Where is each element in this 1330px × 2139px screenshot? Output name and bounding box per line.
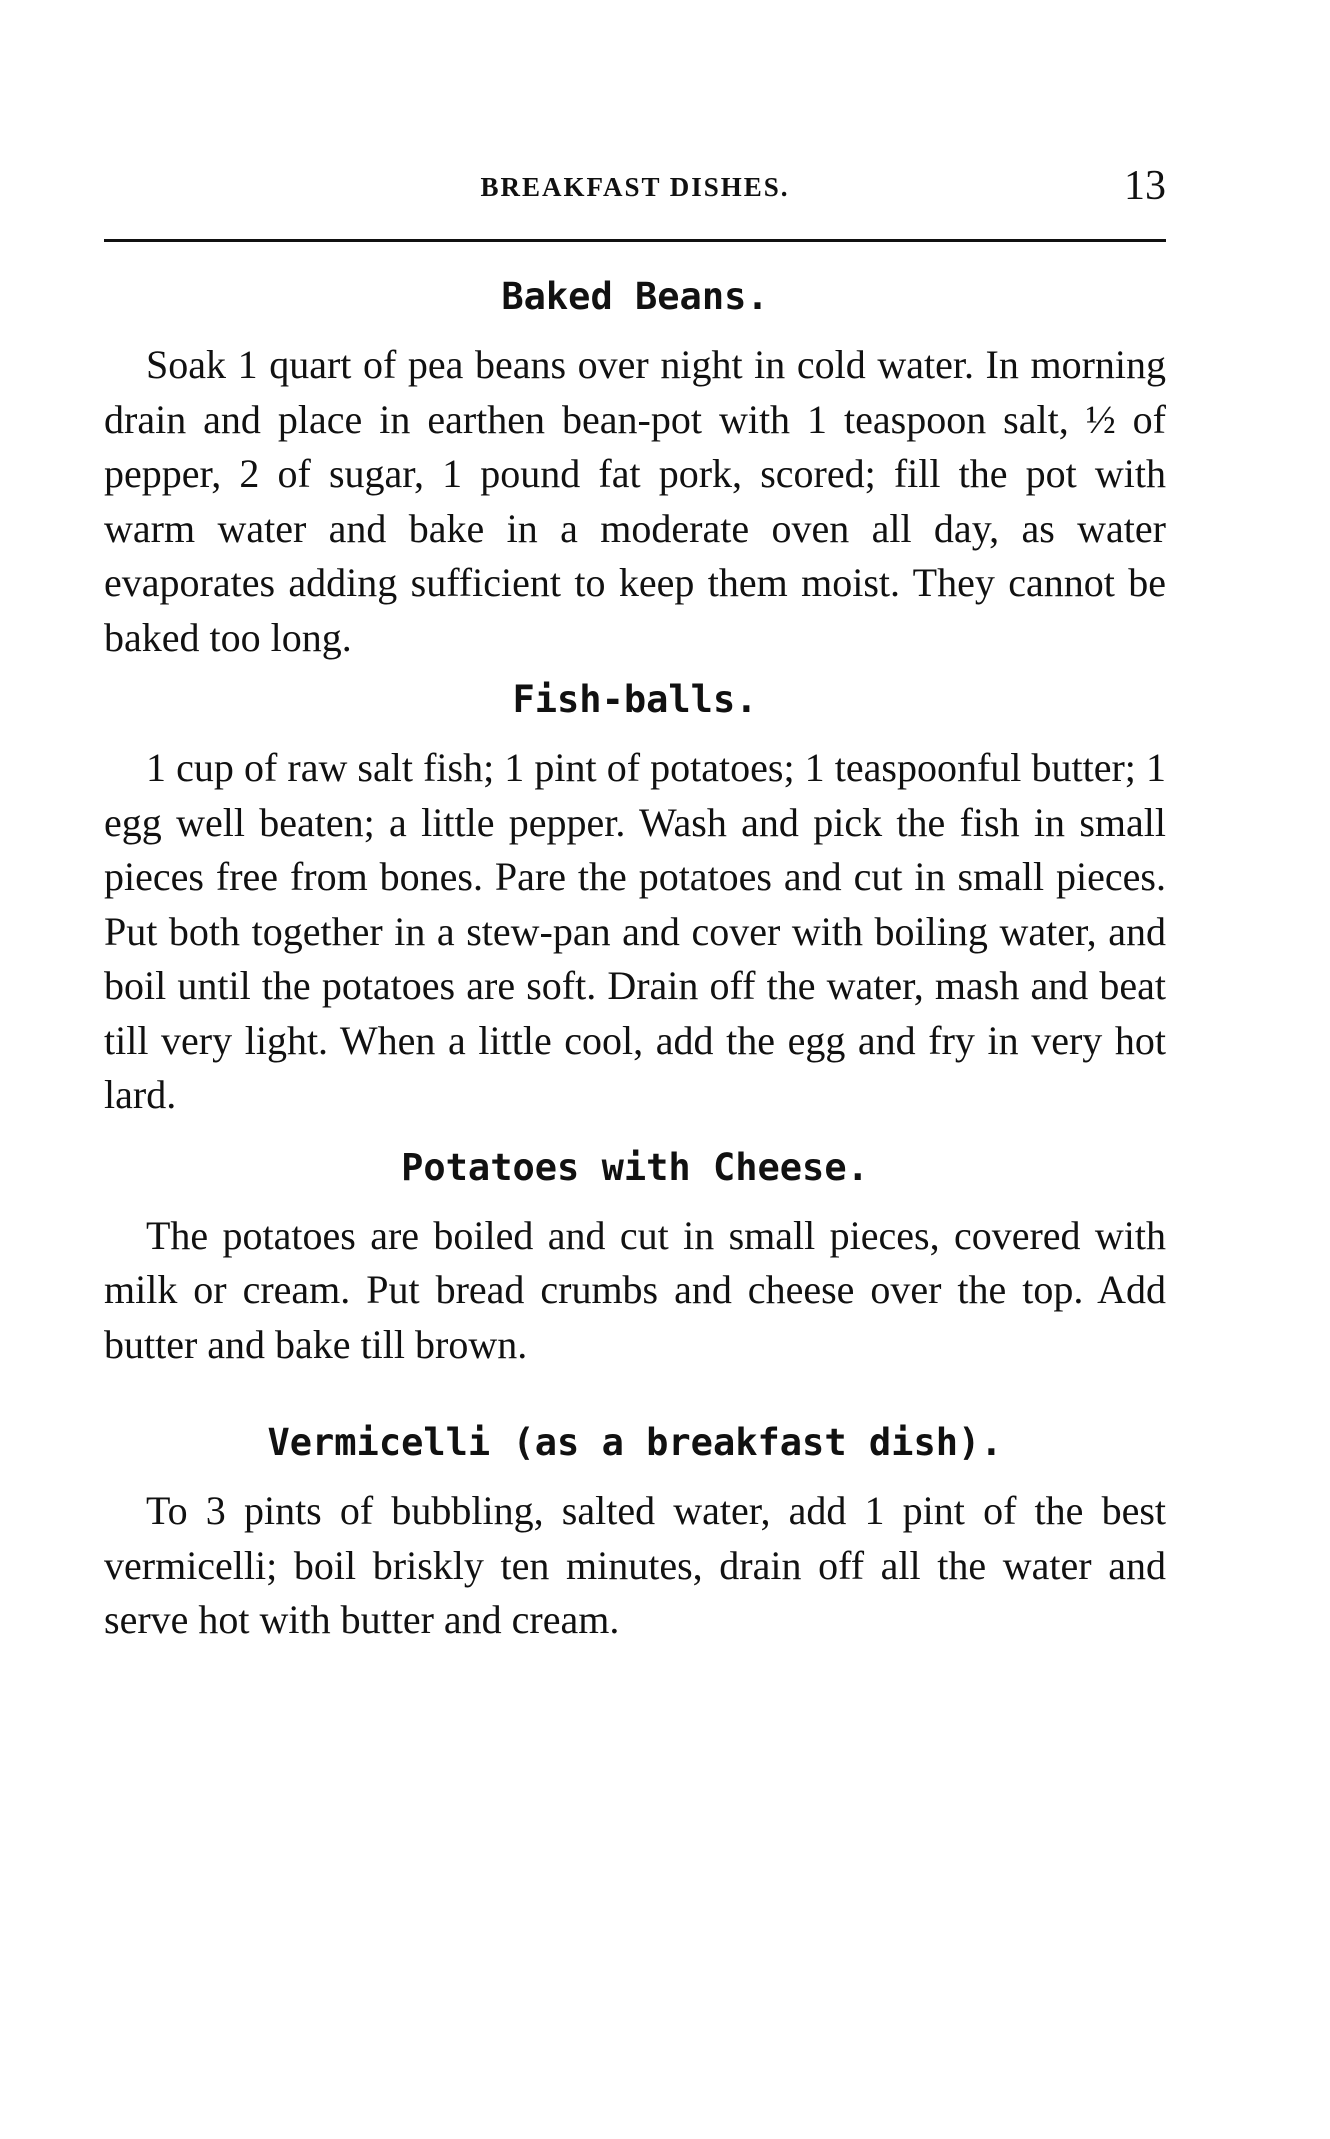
recipe-title: Fish-balls.: [512, 678, 758, 721]
recipe-body: To 3 pints of bubbling, salted water, add 1 pint of the best vermicelli; boil briskly ten minutes, drain off all the water and serve hot with butter and cream.: [104, 1488, 1166, 1642]
spacer: [104, 1123, 1166, 1141]
recipe-title: Vermicelli (as a breakfast dish).: [267, 1421, 1003, 1464]
recipe-body: 1 cup of raw salt fish; 1 pint of potatoes; 1 teaspoonful butter; 1 egg well beaten; a little pepper. Wash and pick the fish in small pieces free from bones. Pare the potatoes and cut in small pieces. Put both together in a stew-pan and cover with boiling water, and boil until the potatoes are soft. Drain off the water, mash and beat till very light. When a little cool, add the egg and fry in very hot lard.: [104, 745, 1166, 1117]
running-title: BREAKFAST DISHES.: [480, 172, 790, 202]
recipe-potatoes-with-cheese: [104, 1141, 1166, 1373]
recipe-body: Soak 1 quart of pea beans over night in cold water. In morning drain and place in earthen bean-pot with 1 teaspoon salt, ½ of pepper, 2 of sugar, 1 pound fat pork, scored; fill the pot with warm water and bake in a moderate oven all day, as water evaporates adding sufficient to keep them moist. They cannot be baked too long.: [104, 342, 1166, 660]
page-number: 13: [1124, 163, 1166, 209]
recipe-title: Potatoes with Cheese.: [401, 1145, 869, 1189]
recipe-vermicelli: [104, 1416, 1166, 1648]
book-page: [104, 150, 1166, 1648]
recipe-body: The potatoes are boiled and cut in small pieces, covered with milk or cream. Put bread crumbs and cheese over the top. Add butter and bake till brown.: [104, 1212, 1166, 1367]
recipe-fish-balls: [104, 673, 1166, 1123]
running-head: [104, 150, 1166, 214]
recipe-title: Baked Beans.: [501, 275, 769, 318]
spacer: [104, 1372, 1166, 1416]
recipe-baked-beans: [104, 270, 1166, 665]
header-rule: [104, 239, 1166, 242]
spacer: [104, 665, 1166, 673]
